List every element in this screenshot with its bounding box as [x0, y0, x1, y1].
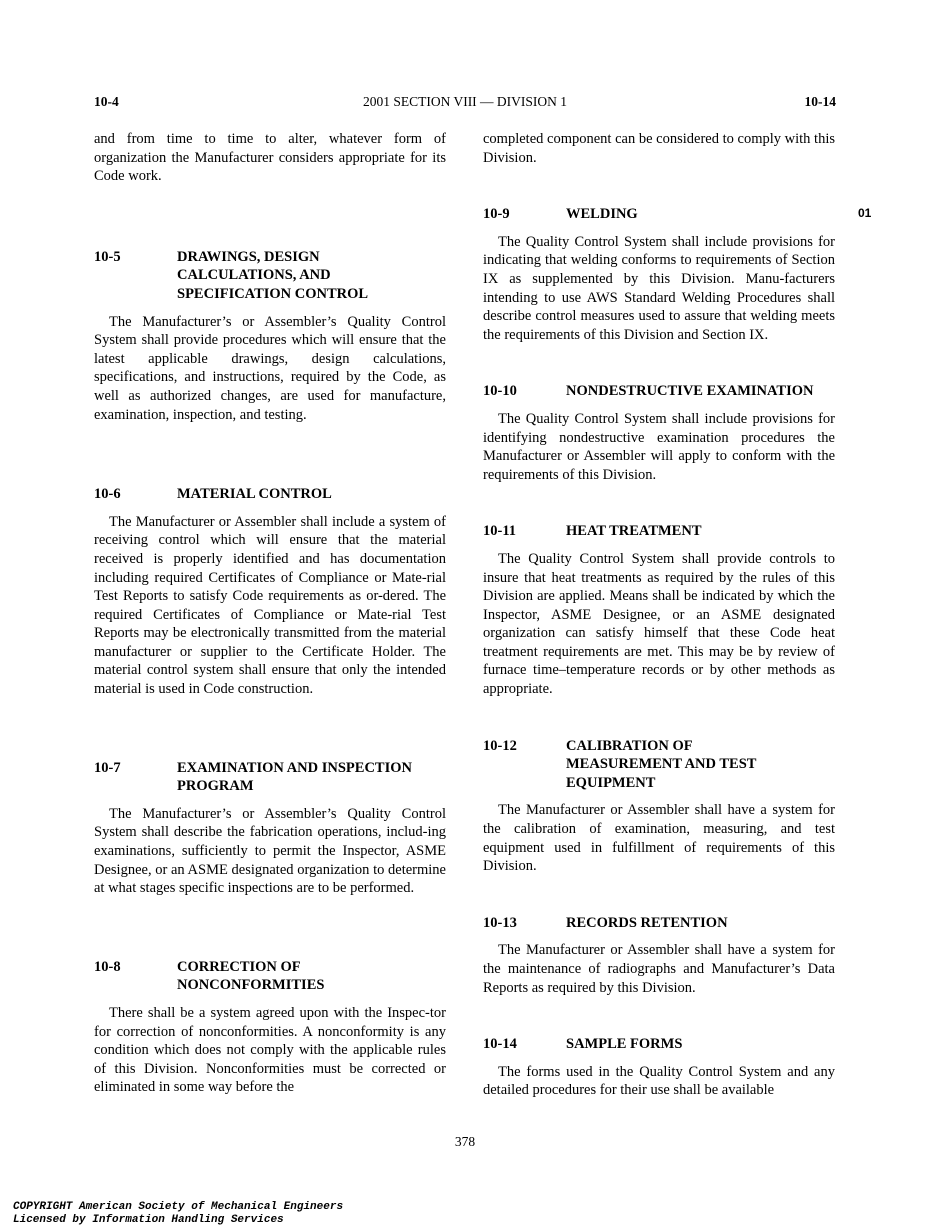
- license-line: Licensed by Information Handling Services: [13, 1213, 284, 1226]
- left-column: [94, 130, 446, 1097]
- section-10-10-heading: [483, 382, 835, 401]
- header-title: 2001 SECTION VIII — DIVISION 1: [362, 94, 568, 109]
- copyright-line: COPYRIGHT American Society of Mechanical Engineers: [13, 1201, 344, 1213]
- section-10-5-body: The Manufacturer’s or Assembler’s Quality Control System shall provide procedures which will ensure that the latest applicable drawings, design calculations, specifications, and instructions, required by the Code, as well as authorized changes, are used for manufacture, examination, inspection, and testing.: [94, 313, 446, 423]
- section-title: MATERIAL CONTROL: [177, 486, 332, 503]
- section-10-11-body: The Quality Control System shall provide controls to insure that heat treatments as required by the rules of this Division are applied. Means shall be indicated by which the Inspector, ASME Designee, or an ASME designated organization can satisfy himself that these Code heat treatment requirements are met. This may be by review of furnace time–temperature records or by other methods as appropriate.: [483, 550, 835, 698]
- section-10-8-body: There shall be a system agreed upon with the Inspec-tor for correction of nonconformities. A nonconformity is any condition which does not comply with the applicable rules of this Division. Nonconformities must be corrected or eliminated in some way before the: [94, 1005, 446, 1096]
- section-number: 10-7: [94, 759, 121, 776]
- section-10-8-heading: [94, 958, 446, 995]
- section-title: CORRECTION OF NONCONFORMITIES: [177, 958, 325, 994]
- section-title: DRAWINGS, DESIGN CALCULATIONS, AND SPECIFICATION CONTROL: [177, 248, 369, 302]
- page-number: 378: [454, 1134, 476, 1149]
- section-10-11-heading: [483, 522, 835, 541]
- section-title: SAMPLE FORMS: [566, 1036, 683, 1053]
- section-number: 10-12: [483, 737, 517, 754]
- section-10-13-body: The Manufacturer or Assembler shall have a system for the maintenance of radiographs and Manufacturer’s Data Reports as required by this Division.: [483, 942, 835, 996]
- section-10-14-body: The forms used in the Quality Control System and any detailed procedures for their use shall be available: [483, 1063, 835, 1099]
- section-title: WELDING: [566, 206, 638, 223]
- section-title: CALIBRATION OF MEASUREMENT AND TEST EQUIPMENT: [566, 737, 757, 791]
- section-10-7-body: The Manufacturer’s or Assembler’s Quality Control System shall describe the fabrication operations, includ-ing examinations, sufficiently to permit the Inspector, ASME Designee, or an ASME designated organization to determine at what stages specific inspections are to be performed.: [94, 805, 446, 897]
- section-10-13-heading: [483, 914, 835, 933]
- section-number: 10-11: [483, 523, 517, 540]
- left-intro-paragraph: and from time to time to alter, whatever form of organization the Manufacturer considers appropriate for its Code work.: [94, 131, 446, 185]
- section-10-12-heading: [483, 737, 835, 793]
- section-title: EXAMINATION AND INSPECTION PROGRAM: [177, 759, 412, 795]
- section-number: 10-6: [94, 486, 121, 503]
- copyright-notice: [13, 1201, 343, 1226]
- section-title: HEAT TREATMENT: [566, 523, 702, 540]
- section-number: 10-8: [94, 958, 121, 975]
- section-number: 10-5: [94, 248, 121, 265]
- section-10-6-heading: [94, 485, 446, 504]
- section-10-7-heading: [94, 759, 446, 796]
- section-10-5-heading: [94, 248, 446, 304]
- section-number: 10-9: [483, 206, 510, 223]
- section-10-9-body: The Quality Control System shall include provisions for indicating that welding conforms to requirements of Section IX as supplemented by this Division. Manu-facturers intending to use AWS Standard Welding Procedures shall describe control measures used to assure that welding meets the requirements of this Division and Section IX.: [483, 233, 835, 343]
- section-10-6-body: The Manufacturer or Assembler shall include a system of receiving control which will ensure that the material received is properly identified and has documentation including required Certificates of Compliance or Mate-rial Test Reports to satisfy Code requirements as or-dered. The required Certificates of Compliance or Mate-rial Test Reports may be electronically transmitted from the material manufacturer or supplier to the Certificate Holder. The material control system shall ensure that only the intended material is used in Code construction.: [94, 513, 446, 698]
- section-10-14-heading: [483, 1035, 835, 1054]
- right-column: [483, 130, 835, 1100]
- section-number: 10-14: [483, 1036, 517, 1053]
- section-number: 10-13: [483, 914, 517, 931]
- header-last-section: 10-14: [804, 94, 836, 109]
- header-section-number: 10-4: [94, 94, 119, 109]
- section-10-10-body: The Quality Control System shall include provisions for identifying nondestructive examination procedures the Manufacturer or Assembler will apply to conform with the requirements of this Division.: [483, 410, 835, 483]
- revision-margin-note: 01: [858, 206, 872, 220]
- section-title: NONDESTRUCTIVE EXAMINATION: [566, 383, 814, 400]
- section-title: RECORDS RETENTION: [566, 914, 728, 931]
- section-number: 10-10: [483, 383, 517, 400]
- section-10-12-body: The Manufacturer or Assembler shall have a system for the calibration of examination, measuring, and test equipment used in fulfillment of requirements of this Division.: [483, 802, 835, 875]
- right-intro-paragraph: completed component can be considered to comply with this Division.: [483, 131, 835, 166]
- section-10-9-heading: [483, 205, 835, 224]
